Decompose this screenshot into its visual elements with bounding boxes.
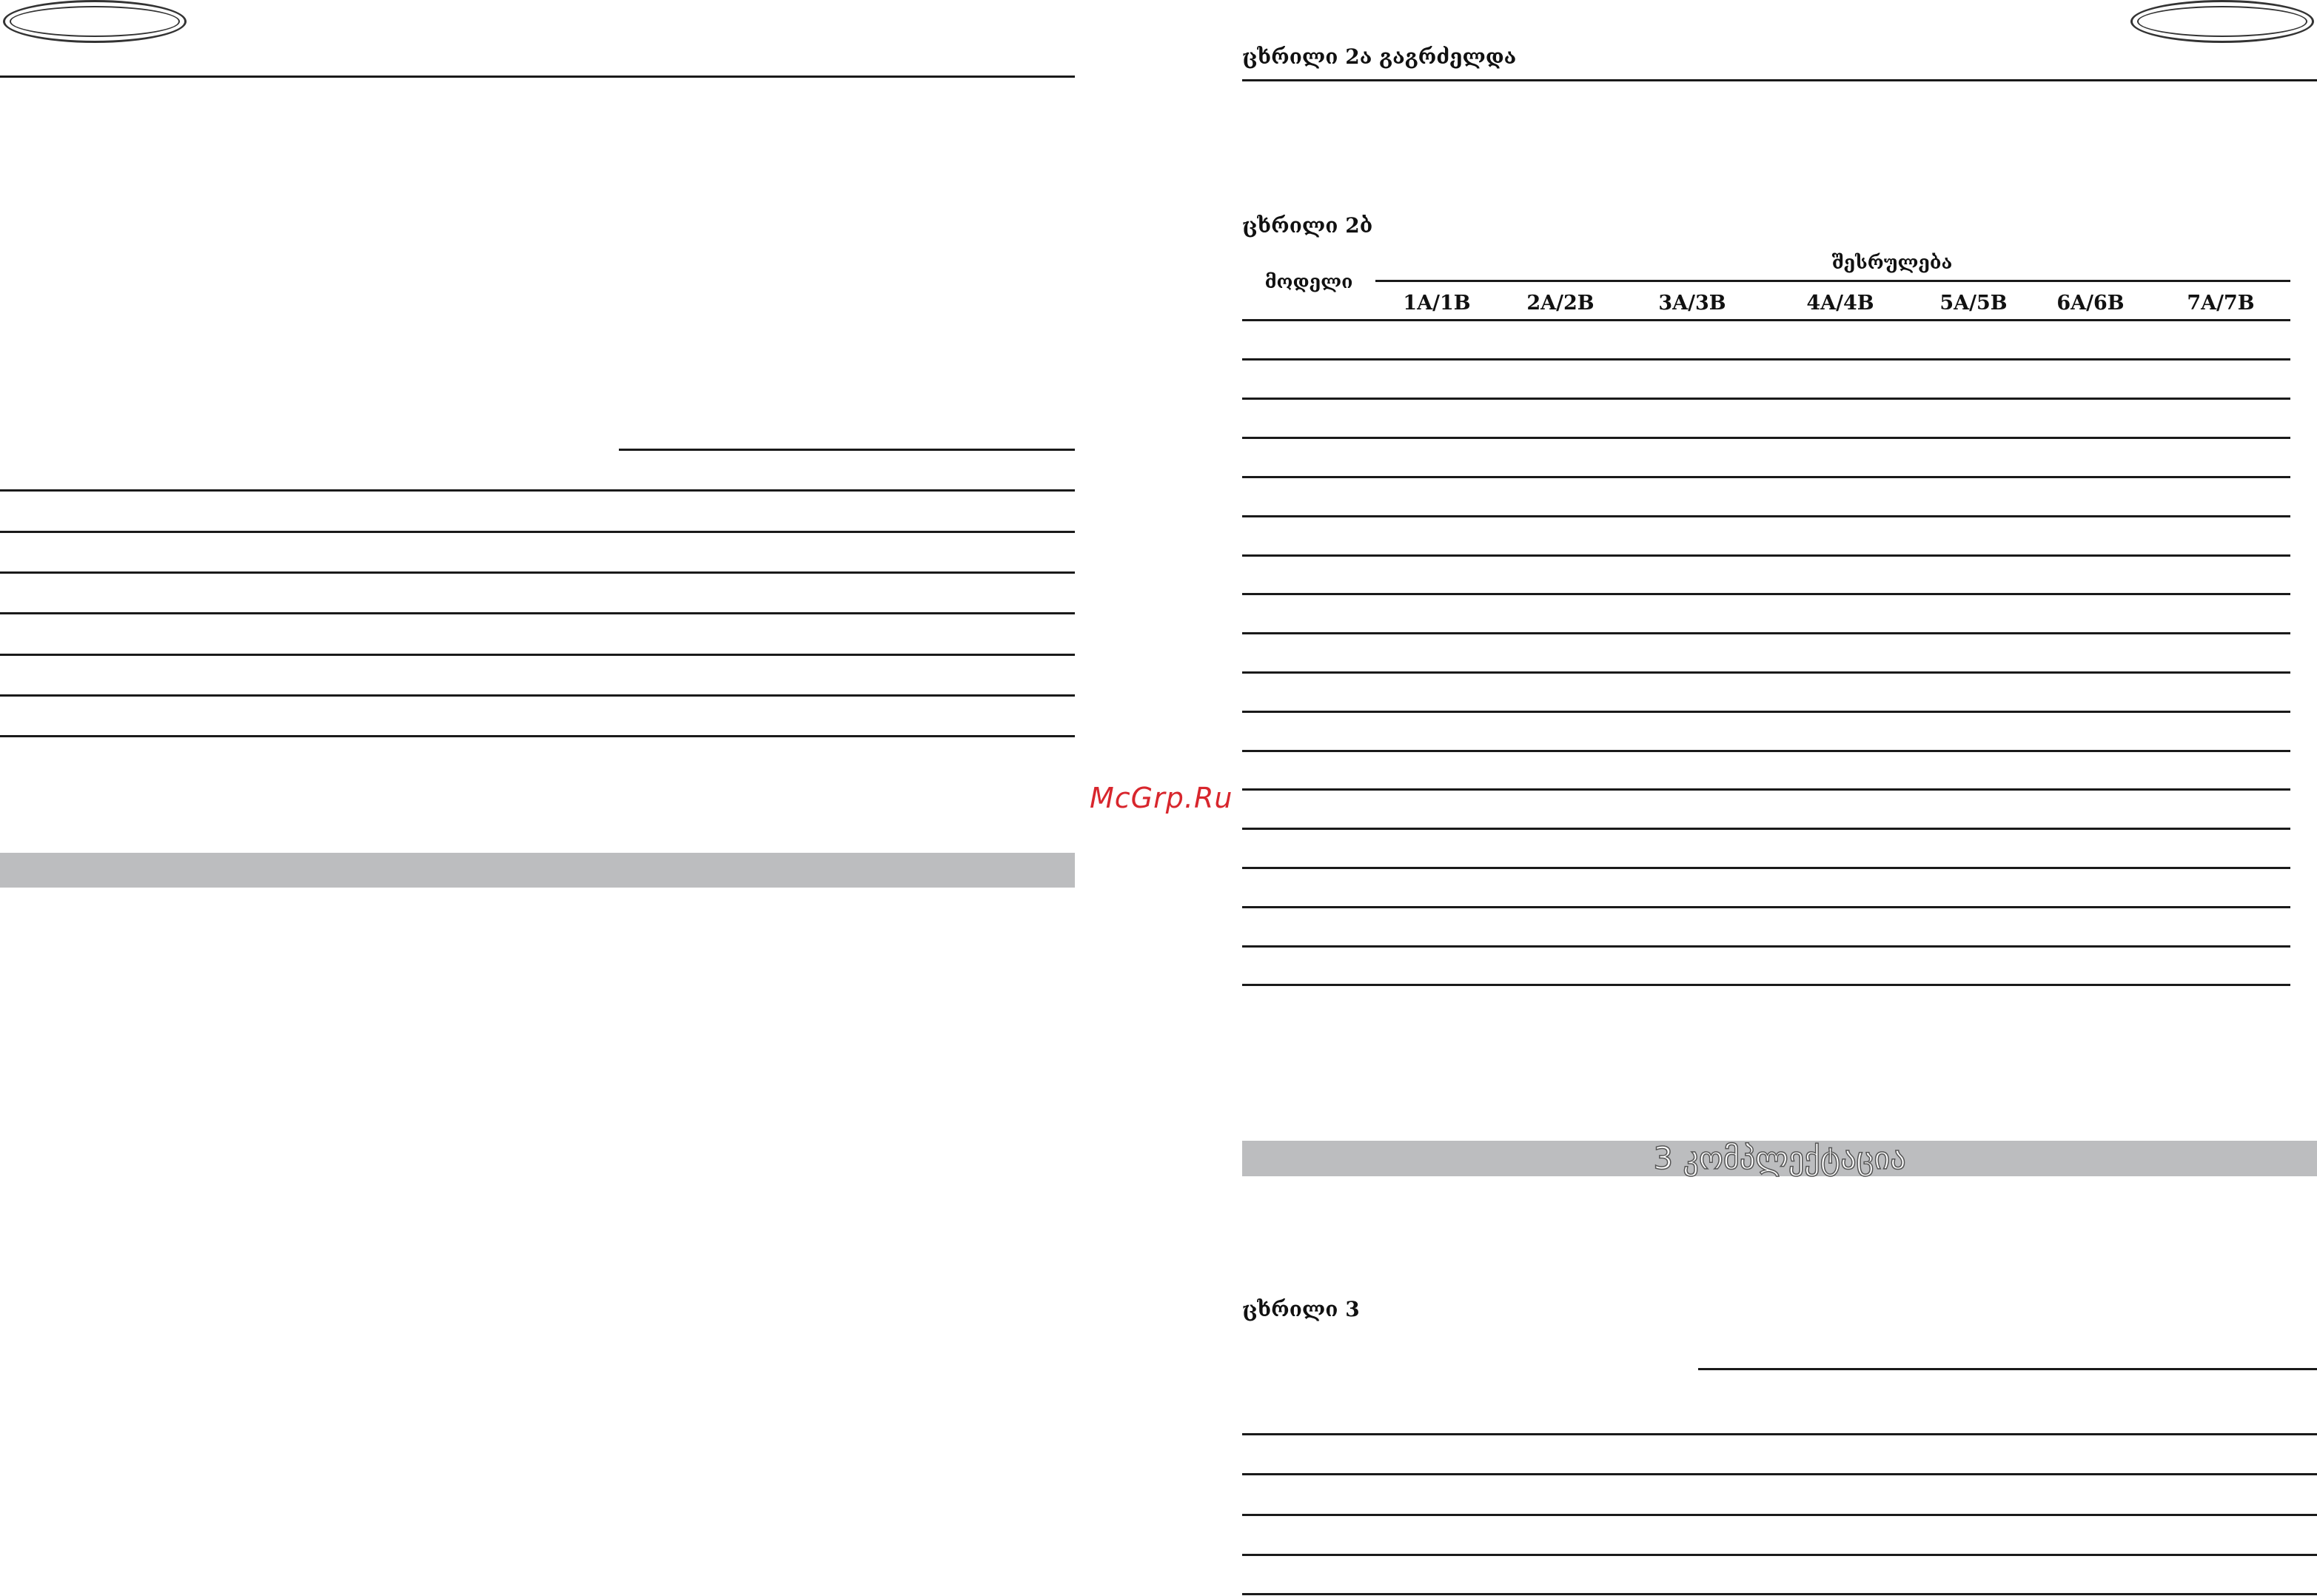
table2b-connection-header: შესრულება xyxy=(1831,252,1953,273)
table2b-row-rule xyxy=(1242,319,2290,321)
left-table-row-rule xyxy=(0,489,1075,492)
header-oval-left xyxy=(3,0,187,43)
table2b-row-rule xyxy=(1242,476,2290,478)
table2b-row-rule xyxy=(1242,828,2290,830)
table2b-row-rule xyxy=(1242,711,2290,713)
table2b-model-header: მოდელი xyxy=(1264,271,1353,292)
table2b-row-rule xyxy=(1242,515,2290,517)
section3-title: 3 კომპლექტაცია xyxy=(1653,1140,1906,1176)
table3-row-rule xyxy=(1242,1554,2317,1556)
table2b-col-1: 1A/1B xyxy=(1403,292,1471,315)
table3-row-rule xyxy=(1242,1514,2317,1516)
table2b-col-7: 7A/7B xyxy=(2187,292,2255,315)
table2b-row-rule xyxy=(1242,906,2290,908)
left-table-row-rule xyxy=(0,654,1075,656)
table2b-col-3: 3A/3B xyxy=(1658,292,1726,315)
table3-row-rule xyxy=(1242,1593,2317,1595)
left-table-row-rule xyxy=(0,571,1075,574)
table2b-row-rule xyxy=(1242,632,2290,634)
left-table-subheader-rule xyxy=(619,449,1075,451)
table2b-row-rule xyxy=(1242,750,2290,752)
table2b-row-rule xyxy=(1242,554,2290,557)
left-section-band xyxy=(0,853,1075,888)
left-table-row-rule xyxy=(0,694,1075,697)
table2b-col-5: 5A/5B xyxy=(1939,292,2008,315)
table3-row-rule xyxy=(1242,1433,2317,1435)
table2b-row-rule xyxy=(1242,867,2290,869)
table2b-row-rule xyxy=(1242,788,2290,791)
table2b-col-2: 2A/2B xyxy=(1526,292,1595,315)
table2b-col-6: 6A/6B xyxy=(2056,292,2125,315)
right-header-rule xyxy=(1242,79,2317,81)
table2b-row-rule xyxy=(1242,358,2290,361)
table2b-row-rule xyxy=(1242,398,2290,400)
header-oval-right xyxy=(2130,0,2314,43)
table2b-row-rule xyxy=(1242,945,2290,948)
left-table-row-rule xyxy=(0,531,1075,533)
table2b-col-4: 4A/4B xyxy=(1806,292,1874,315)
table3-subheader-rule xyxy=(1698,1368,2317,1370)
table2b-caption: ცხრილი 2ბ xyxy=(1242,213,1373,238)
table2b-row-rule xyxy=(1242,437,2290,439)
table2b-connection-rule xyxy=(1375,280,2290,282)
left-header-rule xyxy=(0,76,1075,78)
table3-row-rule xyxy=(1242,1473,2317,1475)
table2b-row-rule xyxy=(1242,593,2290,595)
table3-caption: ცხრილი 3 xyxy=(1242,1297,1360,1321)
table2b-row-rule xyxy=(1242,984,2290,986)
left-table-row-rule xyxy=(0,612,1075,614)
table2b-row-rule xyxy=(1242,671,2290,674)
table2a-continued-caption: ცხრილი 2ა გაგრძელდა xyxy=(1242,44,1517,69)
watermark: McGrp.Ru xyxy=(1090,782,1233,814)
left-table-row-rule xyxy=(0,735,1075,737)
